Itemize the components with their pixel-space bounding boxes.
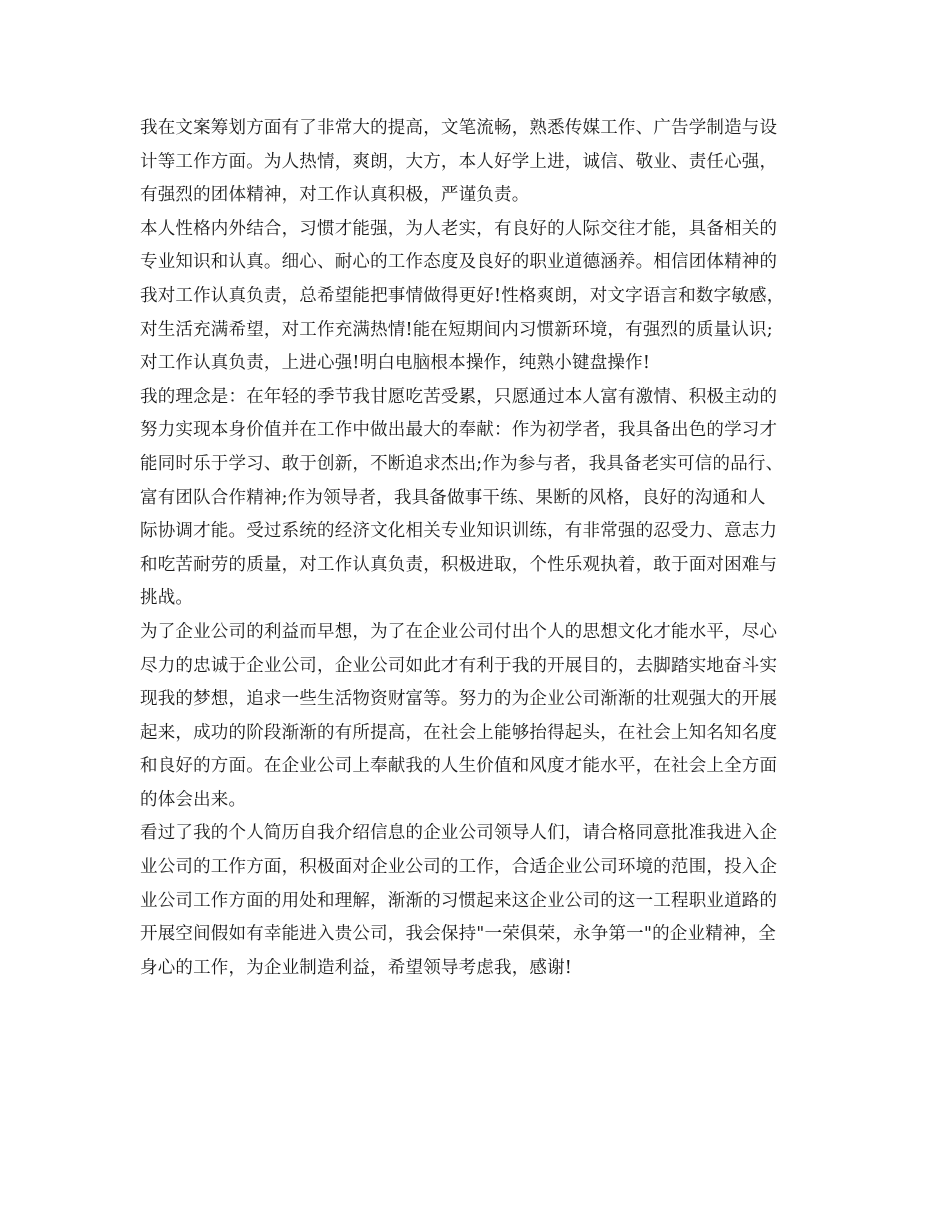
text-line: 和吃苦耐劳的质量，对工作认真负责，积极进取，个性乐观执着，敢于面对困难与 [140,554,778,575]
text-line: 开展空间假如有幸能进入贵公司，我会保持"一荣俱荣，永争第一"的企业精神，全 [140,924,776,945]
text-line: 的体会出来。 [140,789,247,810]
text-line: 看过了我的个人简历自我介绍信息的企业公司领导人们，请合格同意批准我进入企 [140,823,778,844]
text-line: 尽力的忠诚于企业公司，企业公司如此才有利于我的开展目的，去脚踏实地奋斗实 [140,655,778,676]
paragraph-1 [140,112,840,213]
paragraph-2 [140,213,840,381]
text-line: 挑战。 [140,588,194,609]
text-line: 我对工作认真负责，总希望能把事情做得更好!性格爽朗，对文字语言和数字敏感， [140,285,785,306]
text-line: 起来，成功的阶段渐渐的有所提高，在社会上能够抬得起头，在社会上知名知名度 [140,722,778,743]
text-line: 身心的工作，为企业制造利益，希望领导考虑我，感谢! [140,957,573,978]
text-line: 为了企业公司的利益而早想，为了在企业公司付出个人的思想文化才能水平，尽心 [140,621,778,642]
paragraph-5 [140,817,840,985]
text-line: 和良好的方面。在企业公司上奉献我的人生价值和风度才能水平，在社会上全方面 [140,756,778,777]
text-line: 业公司工作方面的用处和理解，渐渐的习惯起来这企业公司的这一工程职业道路的 [140,890,778,911]
paragraph-4 [140,616,840,818]
text-line: 我的理念是：在年轻的季节我甘愿吃苦受累，只愿通过本人富有激情、积极主动的 [140,386,778,407]
text-line: 专业知识和认真。细心、耐心的工作态度及良好的职业道德涵养。相信团体精神的 [140,252,778,273]
text-line: 现我的梦想，追求一些生活物资财富等。努力的为企业公司渐渐的壮观强大的开展 [140,689,778,710]
text-line: 际协调才能。受过系统的经济文化相关专业知识训练，有非常强的忍受力、意志力 [140,521,778,542]
text-line: 有强烈的团体精神，对工作认真积极，严谨负责。 [140,185,530,206]
text-line: 本人性格内外结合，习惯才能强，为人老实，有良好的人际交往才能，具备相关的 [140,218,778,239]
text-line: 计等工作方面。为人热情，爽朗，大方，本人好学上进，诚信、敬业、责任心强， [140,151,778,172]
text-line: 对工作认真负责，上进心强!明白电脑根本操作，纯熟小键盘操作! [140,353,651,374]
text-line: 富有团队合作精神;作为领导者，我具备做事干练、果断的风格，良好的沟通和人 [140,487,766,508]
document-body [140,112,840,985]
text-line: 努力实现本身价值并在工作中做出最大的奉献：作为初学者，我具备出色的学习才 [140,420,778,441]
text-line: 能同时乐于学习、敢于创新，不断追求杰出;作为参与者，我具备老实可信的品行、 [140,453,784,474]
text-line: 业公司的工作方面，积极面对企业公司的工作，合适企业公司环境的范围，投入企 [140,857,778,878]
text-line: 我在文案筹划方面有了非常大的提高，文笔流畅，熟悉传媒工作、广告学制造与设 [140,118,778,138]
paragraph-3 [140,381,840,616]
text-line: 对生活充满希望，对工作充满热情!能在短期间内习惯新环境，有强烈的质量认识; [140,319,773,340]
